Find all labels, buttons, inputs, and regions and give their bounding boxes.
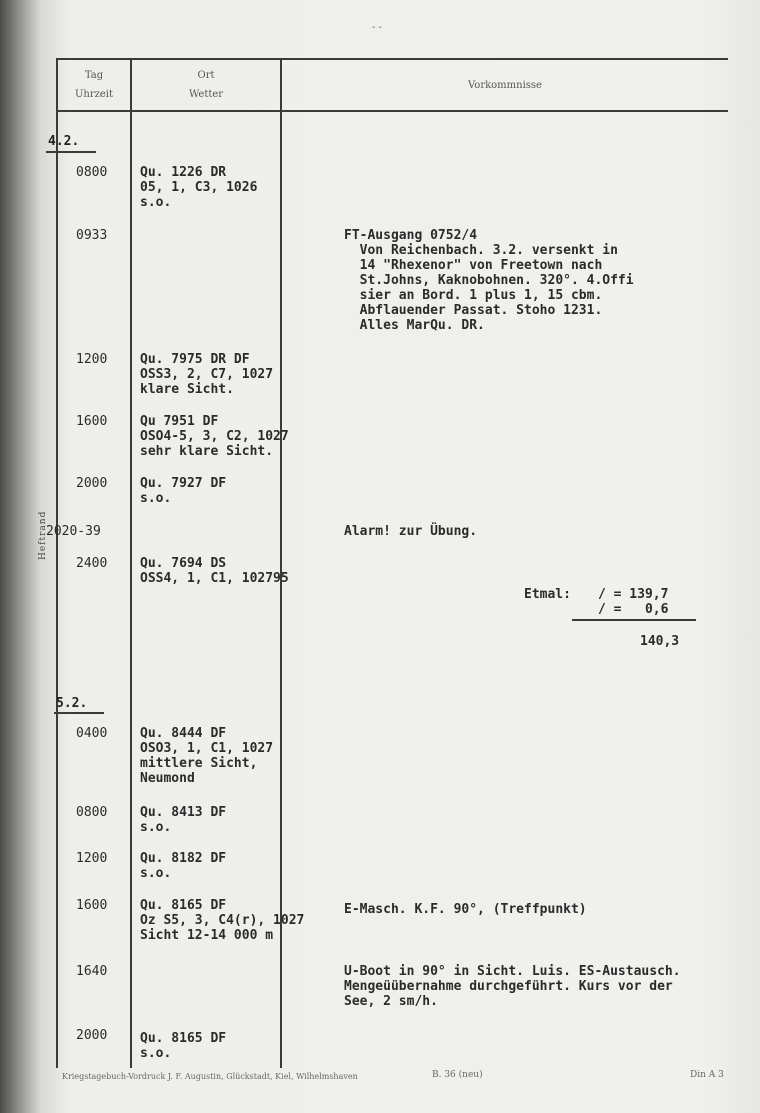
entry-text: Alarm! zur Übung. — [344, 524, 478, 539]
entry-time: 0400 — [76, 726, 108, 741]
entry-ort: Qu. 1226 DR 05, 1, C3, 1026 s.o. — [140, 165, 258, 210]
entry-time: 1200 — [76, 352, 108, 367]
entry-text: U-Boot in 90° in Sicht. Luis. ES-Austausch. Mengeüübernahme durchgeführt. Kurs vor der See, 2 sm/h. — [344, 964, 681, 1009]
header-wetter: Wetter — [188, 89, 224, 100]
left-border — [56, 58, 58, 1068]
entry-time: 2400 — [76, 556, 108, 571]
entry-ort: Qu. 8165 DF Oz S5, 3, C4(r), 1027 Sicht 12-14 000 m — [140, 898, 305, 943]
entry-ort: Qu. 7694 DS OSS4, 1, C1, 102795 — [140, 556, 289, 586]
header-ort: Ort — [197, 70, 215, 81]
etmal-sum-rule — [572, 619, 696, 621]
entry-time: 2000 — [76, 1028, 108, 1043]
entry-ort: Qu 7951 DF OSO4-5, 3, C2, 1027 sehr klare Sicht. — [140, 414, 289, 459]
header-tag: Tag — [84, 70, 104, 81]
side-label: Heftrand — [38, 510, 48, 560]
entry-ort: Qu. 8165 DF s.o. — [140, 1031, 227, 1061]
entry-text: FT-Ausgang 0752/4 Von Reichenbach. 3.2. versenkt in 14 "Rhexenor" von Freetown nach St.Johns, Kaknobohnen. 320°. 4.Offi sier an Bord. 1 plus 1, 15 cbm. Abflauender Passat. Stoho 1231. Alles MarQu. DR. — [344, 228, 634, 333]
entry-time: 1600 — [76, 898, 108, 913]
header-tag-uhrzeit — [58, 66, 130, 104]
header-ort-wetter — [132, 66, 280, 104]
entry-time: 1200 — [76, 851, 108, 866]
entry-ort: Qu. 7927 DF s.o. — [140, 476, 227, 506]
day1-underline — [46, 151, 96, 153]
entry-time: 0800 — [76, 165, 108, 180]
header-bottom-rule — [56, 110, 728, 112]
entry-time: 1640 — [76, 964, 108, 979]
entry-time: 2020-39 — [46, 524, 101, 539]
top-mark: - - — [372, 22, 382, 33]
table-top-rule — [56, 58, 728, 60]
etmal-line-2: / = 0,6 — [598, 602, 669, 617]
etmal-label: Etmal: — [524, 587, 571, 602]
header-vorkommnisse: Vorkommnisse — [468, 80, 542, 91]
entry-ort: Qu. 7975 DR DF OSS3, 2, C7, 1027 klare Sicht. — [140, 352, 274, 397]
day2-underline — [54, 712, 104, 714]
entry-ort: Qu. 8444 DF OSO3, 1, C1, 1027 mittlere Sicht, Neumond — [140, 726, 274, 786]
day-header-2: 5.2. — [56, 696, 88, 711]
footer-printer: Kriegstagebuch-Vordruck J. F. Augustin, Glückstadt, Kiel, Wilhelmshaven — [62, 1072, 358, 1081]
entry-time: 1600 — [76, 414, 108, 429]
entry-time: 2000 — [76, 476, 108, 491]
etmal-line-1: / = 139,7 — [598, 587, 669, 602]
etmal-total: 140,3 — [640, 634, 680, 649]
entry-time: 0800 — [76, 805, 108, 820]
entry-text: E-Masch. K.F. 90°, (Treffpunkt) — [344, 902, 587, 917]
footer-paper-size: Din A 3 — [690, 1070, 724, 1080]
entry-ort: Qu. 8182 DF s.o. — [140, 851, 227, 881]
col1-divider — [130, 58, 132, 1068]
entry-time: 0933 — [76, 228, 108, 243]
header-uhrzeit: Uhrzeit — [74, 89, 114, 100]
day-header-1: 4.2. — [48, 134, 80, 149]
entry-ort: Qu. 8413 DF s.o. — [140, 805, 227, 835]
footer-form-number: B. 36 (neu) — [432, 1070, 483, 1080]
